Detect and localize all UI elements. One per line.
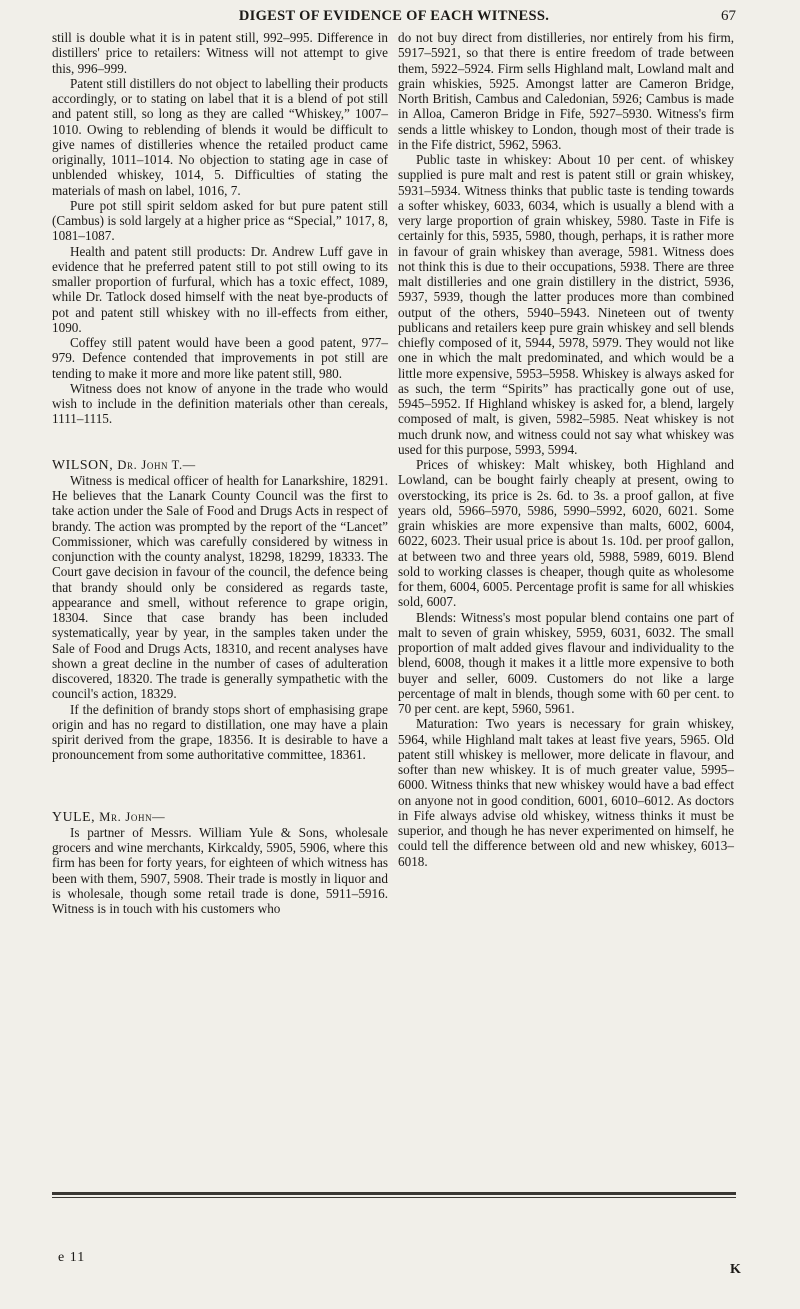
paragraph: Pure pot still spirit seldom asked for but pure patent still (Cambus) is sold largely at a higher price as “Special,” 1017, 8, 1081–1087. xyxy=(52,197,388,244)
paragraph: Is partner of Messrs. William Yule & Sons, wholesale grocers and wine merchants, Kirkcaldy, 5905, 5906, where this firm has been for forty years, for eighteen of which witness has been with them, 5907, 5908. Their trade is mostly in liquor and is wholesale, though some retail trade is done, 5911–5916. Witness is in touch with his customers who xyxy=(52,824,388,916)
witness-heading-yule xyxy=(52,809,388,825)
paragraph: Coffey still patent would have been a good patent, 977–979. Defence contended that improvements in pot still are tending to make it more and more like patent still, 980. xyxy=(52,335,388,381)
paragraph: Health and patent still products: Dr. Andrew Luff gave in evidence that he preferred patent still to pot still owing to its smaller proportion of furfural, which has a toxic effect, 1089, while Dr. Tatlock dosed himself with the neat bye-products of pot and patent still whiskey with no ill-effects from either, 1090. xyxy=(52,243,388,335)
paragraph: Blends: Witness's most popular blend contains one part of malt to seven of grain whiskey, 5959, 6031, 6032. The small proportion of malt added gives flavour and individuality to the blend, 6008, though it makes it a little more expensive to both buyer and seller, 6009. Customers do not like a large percentage of malt in blends, though some with 60 per cent. to 70 per cent. are kept, 5960, 5961. xyxy=(398,609,734,716)
running-title: DIGEST OF EVIDENCE OF EACH WITNESS. xyxy=(238,8,550,24)
paragraph: If the definition of brandy stops short of emphasising grape origin and has no regard to distillation, one may have a plain spirit derived from the grape, 18356. It is desirable to have a pronouncement from some authoritative committee, 18361. xyxy=(52,701,388,763)
witness-given-name: John T.— xyxy=(141,457,196,472)
paragraph: do not buy direct from distilleries, nor entirely from his firm, 5917–5921, so that there is entire freedom of trade between them, 5922–5924. Firm sells Highland malt, Lowland malt and grain whiskies, 5925. Amongst latter are Cameron Bridge, North British, Cambus and Caledonian, 5926; Cambus is made in Alloa, Cameron Bridge in Fife, 5927–5930. Witness's firm sends a little whiskey to London, though most of their trade is in the Fife district, 5962, 5963. xyxy=(398,30,734,152)
footer-rule xyxy=(52,1192,736,1195)
witness-surname: WILSON, xyxy=(52,456,114,472)
page-header xyxy=(52,8,736,30)
page-number: 67 xyxy=(721,8,736,24)
witness-heading-wilson xyxy=(52,457,388,473)
paragraph: Maturation: Two years is necessary for grain whiskey, 5964, while Highland malt takes at least five years, 5965. Old patent still whiskey is mellower, more delicate in flavour, and softer than new whiskey. It is of much greater value, 5995–6000. Witness thinks that new whiskey would have a bad effect on anyone not in good condition, 6001, 6010–6012. As doctors in Fife always advise old whiskey, witness thinks it must be superior, and though he has never experimented on himself, he could tell the difference between old and new whiskey, 6013–6018. xyxy=(398,716,734,869)
witness-surname: YULE, xyxy=(52,808,96,824)
printer-signature: e 11 xyxy=(58,1250,86,1265)
paragraph: still is double what it is in patent still, 992–995. Difference in distillers' price to retailers: Witness will not attempt to give this, 996–999. xyxy=(52,30,388,76)
witness-given-name: John— xyxy=(125,809,166,824)
witness-title: Mr. xyxy=(99,809,122,824)
paragraph: Witness does not know of anyone in the trade who would wish to include in the definition materials other than cereals, 1111–1115. xyxy=(52,380,388,427)
paragraph: Prices of whiskey: Malt whiskey, both Highland and Lowland, can be bought fairly cheaply at present, owing to overstocking, its price is 2s. 6d. to 3s. a proof gallon, at five years old, 5966–5970, 5986, 5990–5992, 6020, 6021. Some grain whiskies are more expensive than malts, 6002, 6004, 6022, 6023. Their usual price is about 1s. 10d. per proof gallon, at between two and three years old, 5988, 5989, 6019. Blend sold to working classes is cheaper, though quite as wholesome for them, 6004, 6005. Percentage profit is same for all whiskies sold, 6007. xyxy=(398,457,734,610)
footer-rule-thin xyxy=(52,1197,736,1198)
paragraph: Public taste in whiskey: About 10 per cent. of whiskey supplied is pure malt and rest is patent still or grain whiskey, 5931–5934. Witness thinks that public taste is tending towards a softer whiskey, 6033, 6034, which is usually a blend with a very large proportion of grain whiskey, 5980. Taste in Fife is certainly for this, 5935, 5980, though, perhaps, it is rather more in favour of grain whiskey than average, 5981. Witness does not think this is due to their occupations, 5938. There are three malt distilleries and one grain distillery in the district, 5936, 5937, 5939, though the latter produces more than combined output of the others, 5940–5943. Nineteen out of twenty publicans and retailers keep pure grain whiskey and sell blends chiefly composed of it, 5944, 5978, 5979. They would not like one in which the malt predominated, and which would be a little more expensive, 5953–5958. Whiskey is always asked for as such, the term “Spirits” has practically gone out of use, 5945–5952. If Highland whiskey is asked for, a blend, largely composed of malt, is given, 5982–5985. Neat whiskey is not much drunk now, and witness could not say what whiskey was used for this purpose, 5993, 5994. xyxy=(398,152,734,457)
left-column xyxy=(52,30,388,916)
right-column xyxy=(398,30,734,869)
witness-title: Dr. xyxy=(117,457,138,472)
paragraph: Patent still distillers do not object to labelling their products accordingly, or to stating on label that it is a blend of pot still and patent still, so long as they are called “Whiskey,” 1007–1010. Owing to reblending of blends it would be difficult to give names of distilleries whence the retailed product came originally, 1011–1014. No objection to stating age in case of unblended whiskey, 1014, 5. Difficulties of stating the materials of mash on label, 1016, 7. xyxy=(52,75,388,198)
signature-mark: K xyxy=(730,1262,741,1277)
paragraph: Witness is medical officer of health for Lanarkshire, 18291. He believes that the Lanark County Council was the first to take action under the Sale of Food and Drugs Acts in respect of brandy. The action was prompted by the report of the “Lancet” Commissioner, which was carefully considered by witness in conjunction with the county analyst, 18298, 18299, 18333. The Court gave decision in favour of the council, the defence being that brandy should only be considered as regards taste, appearance and smell, without reference to grape origin, 18304. Since that case brandy has been included systematically, year by year, in the samples taken under the Sale of Food and Drugs Acts, 18310, and recent analyses have shown a great decline in the number of cases of adulteration discovered, 18320. The trade is generally sympathetic with the council's action, 18329. xyxy=(52,472,388,702)
